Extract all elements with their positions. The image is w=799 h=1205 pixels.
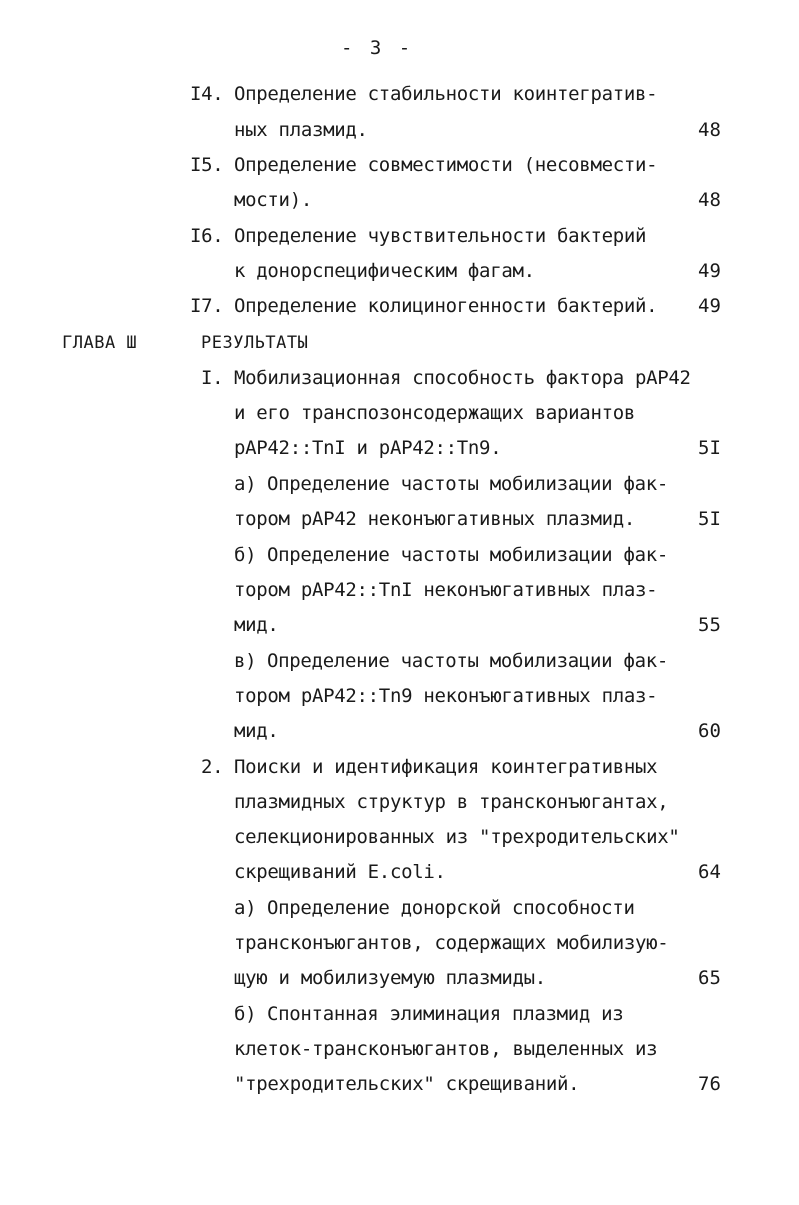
section-text: селекционированных из "трехродительских" (234, 826, 680, 848)
section-number: I. (201, 367, 224, 389)
section-text: рАР42::TnI и рАР42::Tn9. (234, 437, 502, 459)
subsection-marker: б) (234, 1003, 257, 1025)
entry-text: Определение совместимости (несовмести- (234, 154, 658, 176)
subsection-marker: в) (234, 650, 257, 672)
subsection-page: 65 (698, 967, 721, 989)
subsection-marker: б) (234, 544, 257, 566)
entry-page: 48 (698, 189, 721, 211)
subsection-page: 76 (698, 1073, 721, 1095)
subsection-marker: а) (234, 473, 257, 495)
subsection-page: 60 (698, 720, 721, 742)
subsection-text: тором рАР42::Tn9 неконъюгативных плаз- (234, 685, 658, 707)
subsection-text: тором рАР42 неконъюгативных плазмид. (234, 508, 636, 530)
entry-text: к донорспецифическим фагам. (234, 260, 535, 282)
subsection-text: Определение частоты мобилизации фак- (267, 544, 669, 566)
subsection-text: мид. (234, 614, 279, 636)
subsection-page: 5I (698, 508, 721, 530)
section-text: Поиски и идентификация коинтегративных (234, 756, 658, 778)
entry-number: I5. (190, 154, 224, 176)
entry-number: I4. (190, 83, 224, 105)
section-page: 64 (698, 861, 721, 883)
subsection-marker: а) (234, 897, 257, 919)
entry-page: 49 (698, 260, 721, 282)
subsection-text: мид. (234, 720, 279, 742)
chapter-title: РЕЗУЛЬТАТЫ (201, 333, 309, 353)
entry-page: 48 (698, 119, 721, 141)
subsection-text: тором рАР42::TnI неконъюгативных плаз- (234, 579, 658, 601)
subsection-text: Спонтанная элиминация плазмид из (267, 1003, 624, 1025)
entry-text: Определение стабильности коинтегратив- (234, 83, 658, 105)
entry-text: мости). (234, 189, 312, 211)
entry-text: ных плазмид. (234, 119, 368, 141)
section-text: Мобилизационная способность фактора рАР42 (234, 367, 691, 389)
subsection-text: "трехродительских" скрещиваний. (234, 1073, 580, 1095)
entry-text: Определение колициногенности бактерий. (234, 295, 658, 317)
subsection-text: трансконъюгантов, содержащих мобилизую- (234, 932, 669, 954)
entry-number: I6. (190, 225, 224, 247)
subsection-text: Определение частоты мобилизации фак- (267, 473, 669, 495)
section-text: и его транспозонсодержащих вариантов (234, 402, 636, 424)
section-text: плазмидных структур в трансконъюгантах, (234, 791, 669, 813)
subsection-text: Определение донорской способности (267, 897, 635, 919)
page-number: - 3 - (341, 37, 414, 59)
subsection-page: 55 (698, 614, 721, 636)
entry-text: Определение чувствительности бактерий (234, 225, 647, 247)
subsection-text: щую и мобилизуемую плазмиды. (234, 967, 546, 989)
subsection-text: клеток-трансконъюгантов, выделенных из (234, 1038, 658, 1060)
section-page: 5I (698, 437, 721, 459)
entry-page: 49 (698, 295, 721, 317)
section-number: 2. (201, 756, 224, 778)
entry-number: I7. (190, 295, 224, 317)
section-text: скрещиваний E.coli. (234, 861, 446, 883)
subsection-text: Определение частоты мобилизации фак- (267, 650, 669, 672)
chapter-label: ГЛАВА Ш (62, 333, 138, 353)
